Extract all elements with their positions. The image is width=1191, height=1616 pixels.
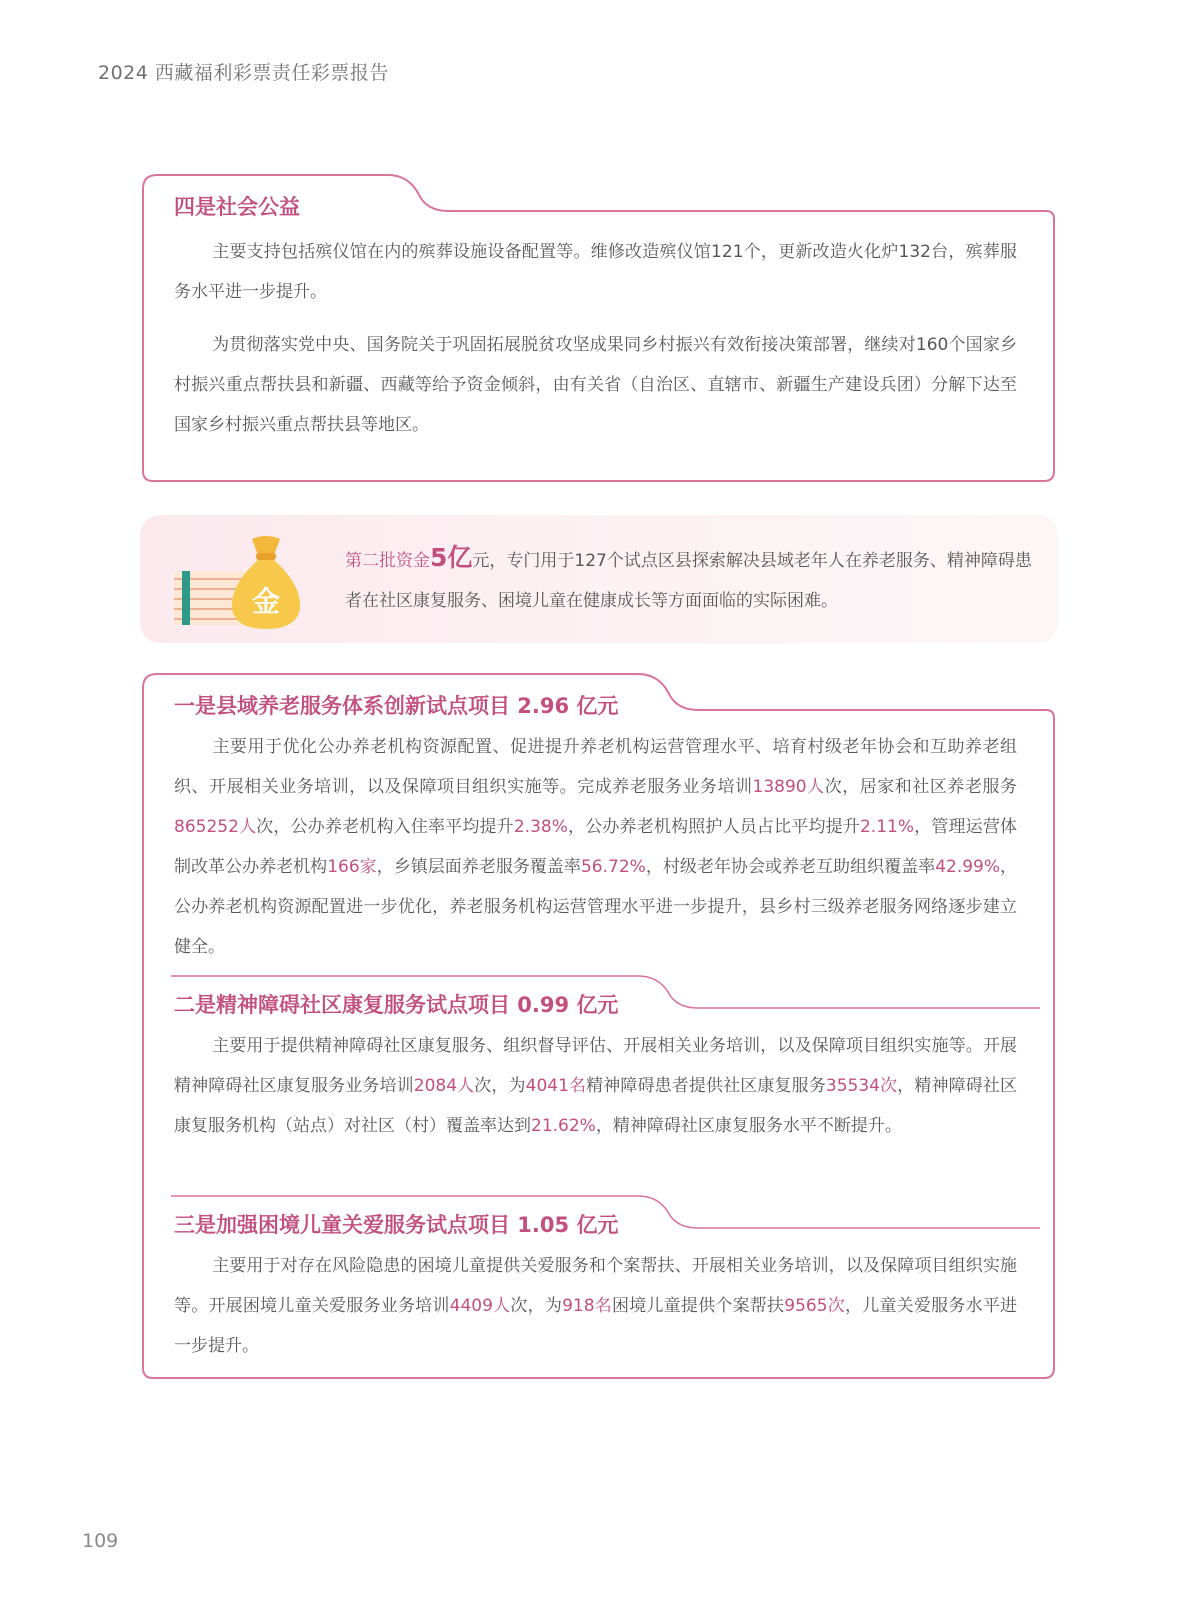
social-welfare-box bbox=[143, 175, 1061, 485]
social-welfare-paragraph-1: 主要支持包括殡仪馆在内的殡葬设施设备配置等。维修改造殡仪馆121个，更新改造火化炉132台，殡葬服务水平进一步提升。 bbox=[174, 242, 1017, 302]
project-elderly-care-title: 一是县域养老服务体系创新试点项目 2.96 亿元 bbox=[174, 694, 619, 718]
funding-banner bbox=[140, 515, 1058, 643]
banner-amount: 5亿 bbox=[430, 543, 473, 572]
project-children-care-paragraph: 主要用于对存在风险隐患的困境儿童提供关爱服务和个案帮扶、开展相关业务培训，以及保障项目组织实施等。开展困境儿童关爱服务业务培训4409人次，为918名困境儿童提供个案帮扶9565次，儿童关爱服务水平进一步提升。 bbox=[174, 1256, 1018, 1356]
social-welfare-title: 四是社会公益 bbox=[174, 195, 300, 219]
project-children-care-title: 三是加强困境儿童关爱服务试点项目 1.05 亿元 bbox=[174, 1213, 619, 1237]
report-header: 2024 西藏福利彩票责任彩票报告 bbox=[98, 62, 389, 84]
project-mental-health-paragraph: 主要用于提供精神障碍社区康复服务、组织督导评估、开展相关业务培训，以及保障项目组织实施等。开展精神障碍社区康复服务业务培训2084人次，为4041名精神障碍患者提供社区康复服务35534次，精神障碍社区康复服务机构（站点）对社区（村）覆盖率达到21.62%，精神障碍社区康复服务水平不断提升。 bbox=[174, 1036, 1017, 1136]
pilot-projects-box bbox=[143, 674, 1061, 1384]
money-bag-icon bbox=[170, 533, 300, 633]
project-mental-health-title: 二是精神障碍社区康复服务试点项目 0.99 亿元 bbox=[174, 993, 619, 1017]
money-bag-label: 金 bbox=[251, 585, 281, 618]
banner-text: 第二批资金5亿元，专门用于127个试点区县探索解决县域老年人在养老服务、精神障碍患者在社区康复服务、困境儿童在健康成长等方面面临的实际困难。 bbox=[345, 543, 1032, 611]
project-elderly-care-paragraph: 主要用于优化公办养老机构资源配置、促进提升养老机构运营管理水平、培育村级老年协会和互助养老组织、开展相关业务培训，以及保障项目组织实施等。完成养老服务业务培训13890人次，居家和社区养老服务865252人次，公办养老机构入住率平均提升2.38%，公办养老机构照护人员占比平均提升2.11%，管理运营体制改革公办养老机构166家，乡镇层面养老服务覆盖率56.72%，村级老年协会或养老互助组织覆盖率42.99%，公办养老机构资源配置进一步优化，养老服务机构运营管理水平进一步提升，县乡村三级养老服务网络逐步建立健全。 bbox=[174, 737, 1018, 957]
social-welfare-paragraph-2: 为贯彻落实党中央、国务院关于巩固拓展脱贫攻坚成果同乡村振兴有效衔接决策部署，继续对160个国家乡村振兴重点帮扶县和新疆、西藏等给予资金倾斜，由有关省（自治区、直辖市、新疆生产建设兵团）分解下达至国家乡村振兴重点帮扶县等地区。 bbox=[174, 335, 1017, 435]
page-number: 109 bbox=[82, 1530, 119, 1552]
